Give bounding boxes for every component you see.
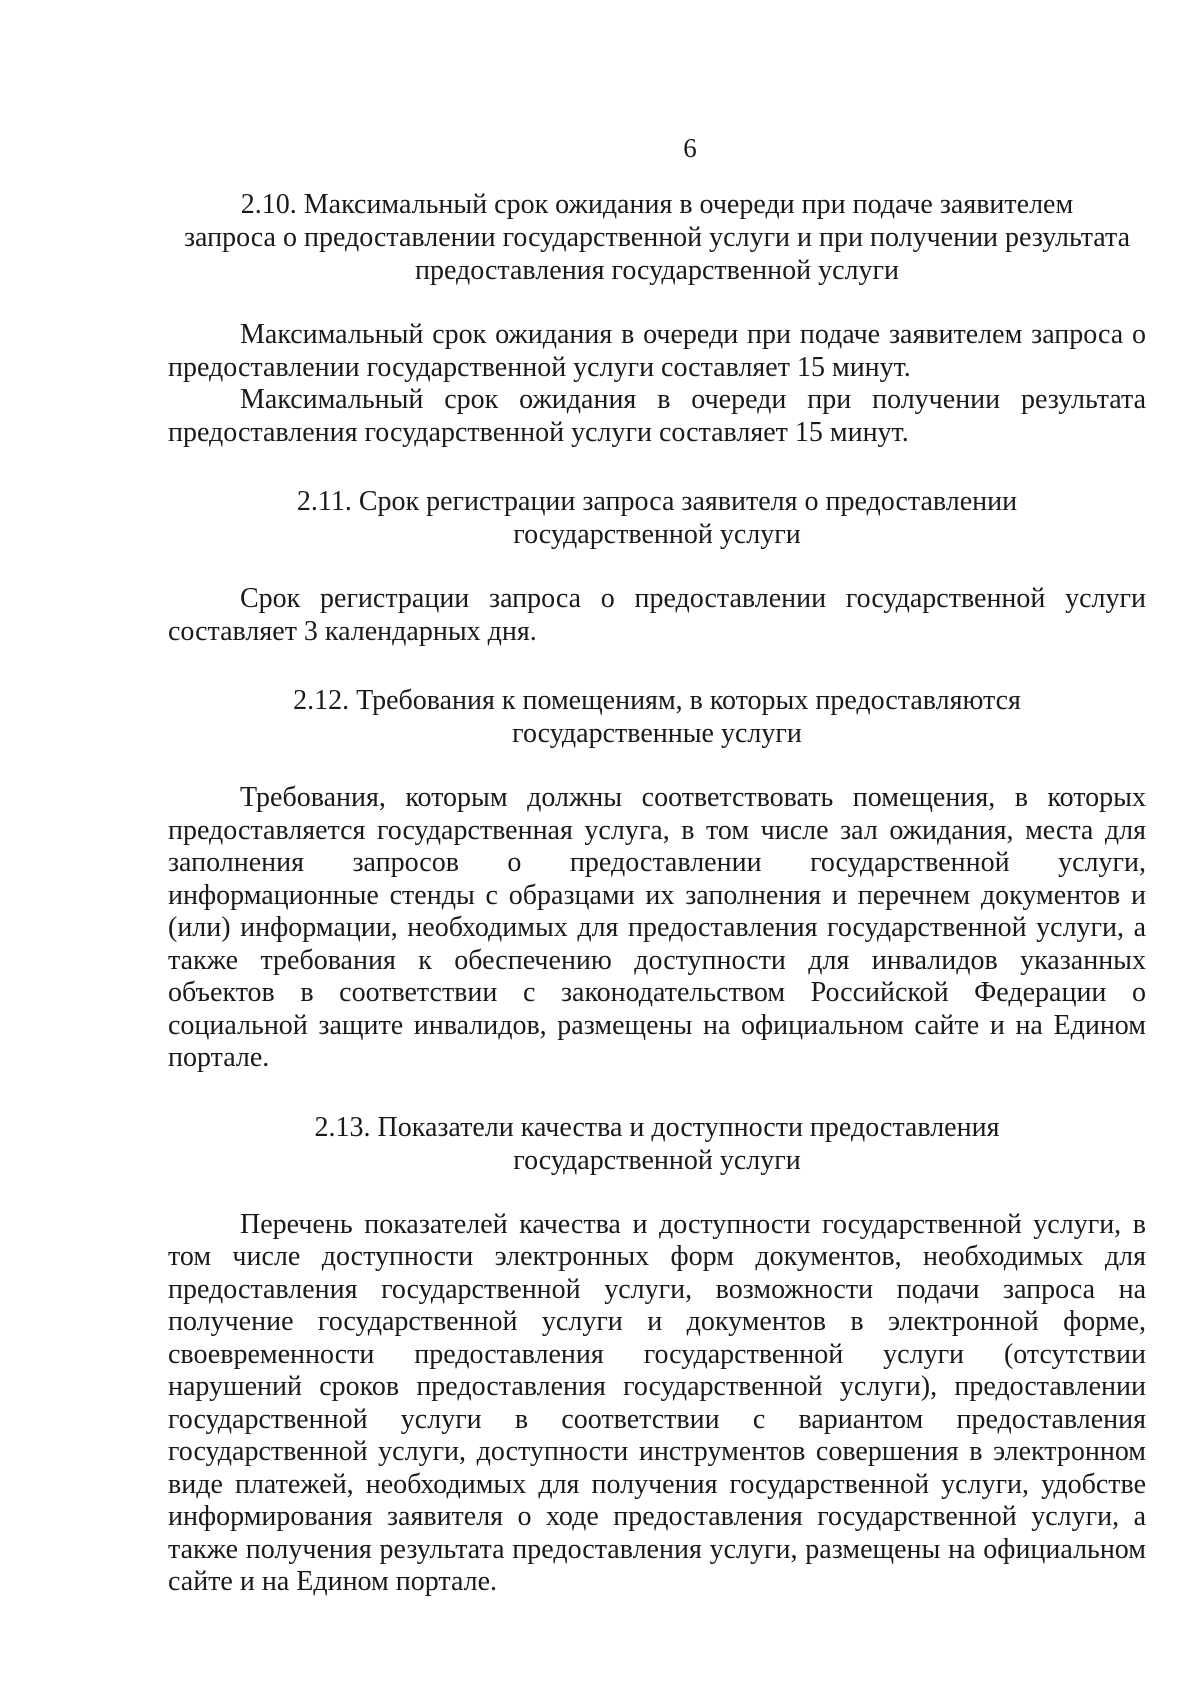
heading-line: 2.11. Срок регистрации запроса заявителя о предоставлении: [296, 486, 1018, 517]
paragraph: Требования, которым должны соответствовать помещения, в которых предоставляется государственная услуга, в том числе зал ожидания, места для заполнения запросов о предоставлении государственной услуги, информационные стенды с образцами их заполнения и перечнем документов и (или) информации, необходимых для предоставления государственной услуги, а также требования к обеспечению доступности для инвалидов указанных объектов в соответствии с законодательством Российской Федерации о социальной защите инвалидов, размещены на официальном сайте и на Едином портале.: [168, 782, 1146, 1073]
heading-line: 2.13. Показатели качества и доступности предоставления: [314, 1111, 1000, 1143]
heading-line: 2.10. Максимальный срок ожидания в очереди при подаче заявителем: [240, 189, 1074, 220]
section-heading: [168, 188, 1146, 287]
heading-line: государственной услуги: [513, 519, 801, 550]
heading-line: запроса о предоставлении государственной услуги и при получении результата: [183, 222, 1131, 253]
paragraph: Максимальный срок ожидания в очереди при подаче заявителем запроса о предоставлении государственной услуги составляет 15 минут.: [168, 319, 1146, 383]
page-number: 6: [683, 133, 697, 163]
section-2-10: [168, 188, 1146, 449]
heading-line: государственные услуги: [512, 718, 802, 749]
section-heading: [168, 684, 1146, 750]
section-heading: [168, 1111, 1146, 1177]
heading-line: 2.12. Требования к помещениям, в которых предоставляются: [293, 685, 1021, 716]
heading-line: государственной услуги: [513, 1144, 801, 1176]
section-2-13: [168, 1111, 1146, 1599]
section-2-12: [168, 684, 1146, 1075]
paragraph: Максимальный срок ожидания в очереди при получении результата предоставления государственной услуги составляет 15 минут.: [168, 384, 1146, 448]
heading-line: предоставления государственной услуги: [415, 255, 899, 286]
section-2-11: [168, 485, 1146, 648]
paragraph: Перечень показателей качества и доступности государственной услуги, в том числе доступности электронных форм документов, необходимых для предоставления государственной услуги, возможности подачи запроса на получение государственной услуги и документов в электронной форме, своевременности предоставления государственной услуги (отсутствии нарушений сроков предоставления государственной услуги), предоставлении государственной услуги в соответствии с вариантом предоставления государственной услуги, доступности инструментов совершения в электронном виде платежей, необходимых для получения государственной услуги, удобстве информирования заявителя о ходе предоставления государственной услуги, а также получения результата предоставления услуги, размещены на официальном сайте и на Едином портале.: [168, 1208, 1146, 1597]
paragraph: Срок регистрации запроса о предоставлении государственной услуги составляет 3 календарных дня.: [168, 583, 1146, 647]
document-body: [168, 188, 1146, 1599]
section-heading: [168, 485, 1146, 551]
